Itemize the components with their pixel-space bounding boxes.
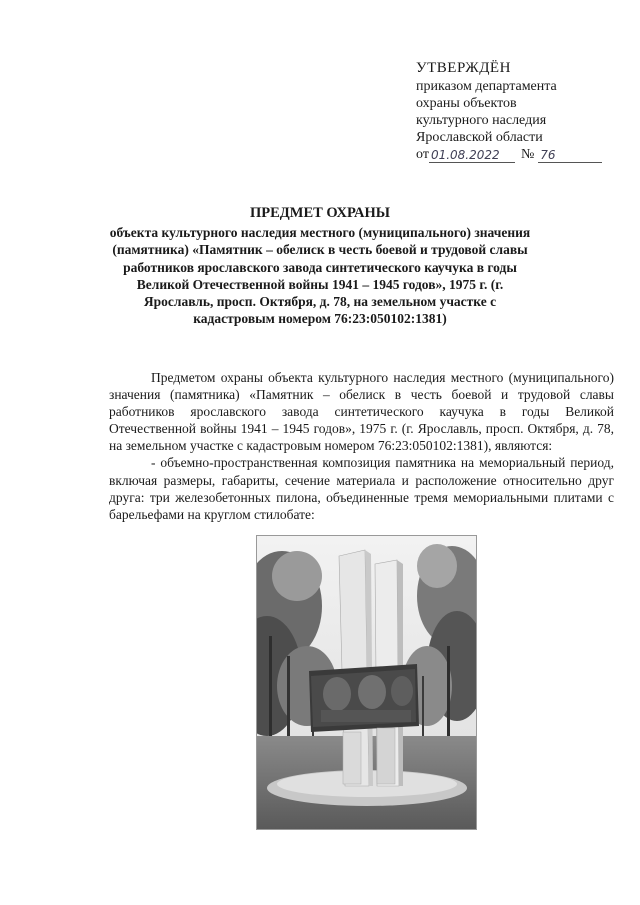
document-title-block — [105, 205, 535, 327]
approval-heading: УТВЕРЖДЁН — [416, 60, 511, 76]
document-subtitle: объекта культурного наследия местного (муниципального) значения (памятника) «Памятник – обелиск в честь боевой и трудовой славы работников ярославского завода синтетического каучука в годы Великой Отечественной войны 1941 – 1945 годов», 1975 г. (г. Ярославль, просп. Октября, д. 78, на земельном участке с кадастровым номером 76:23:050102:1381) — [109, 225, 531, 327]
handwritten-number: 76 — [538, 148, 602, 163]
document-title: ПРЕДМЕТ ОХРАНЫ — [249, 205, 391, 221]
memorial-relief-plate — [309, 664, 419, 732]
body-paragraph: Предметом охраны объекта культурного наследия местного (муниципального) значения (памятника) «Памятник – обелиск в честь боевой и трудовой славы работников ярославского завода синтетического каучука в годы Великой Отечественной войны 1941 – 1945 годов», 1975 г. (г. Ярославль, просп. Октября, д. 78, на земельном участке с кадастровым номером 76:23:050102:1381), являются: — [109, 370, 614, 454]
monument-photo-image — [257, 536, 476, 829]
approval-date-number-line — [416, 146, 616, 163]
date-prefix: от — [416, 147, 429, 162]
approval-line-3: культурного наследия — [416, 113, 547, 128]
number-label: № — [520, 147, 535, 162]
handwritten-date: 01.08.2022 — [429, 148, 515, 163]
approval-line-4: Ярославской области — [416, 130, 543, 145]
approval-stamp-block — [416, 60, 616, 163]
approval-line-2: охраны объектов — [416, 96, 517, 111]
document-body — [109, 369, 614, 523]
monument-photo — [256, 535, 477, 830]
body-list-item: - объемно-пространственная композиция памятника на мемориальный период, включая размеры, габариты, сечение материала и расположение относительно друг друга: три железобетонных пилона, объединенные тремя мемориальными плитами с барельефами на круглом стилобате: — [109, 455, 614, 522]
approval-line-1: приказом департамента — [416, 79, 557, 94]
